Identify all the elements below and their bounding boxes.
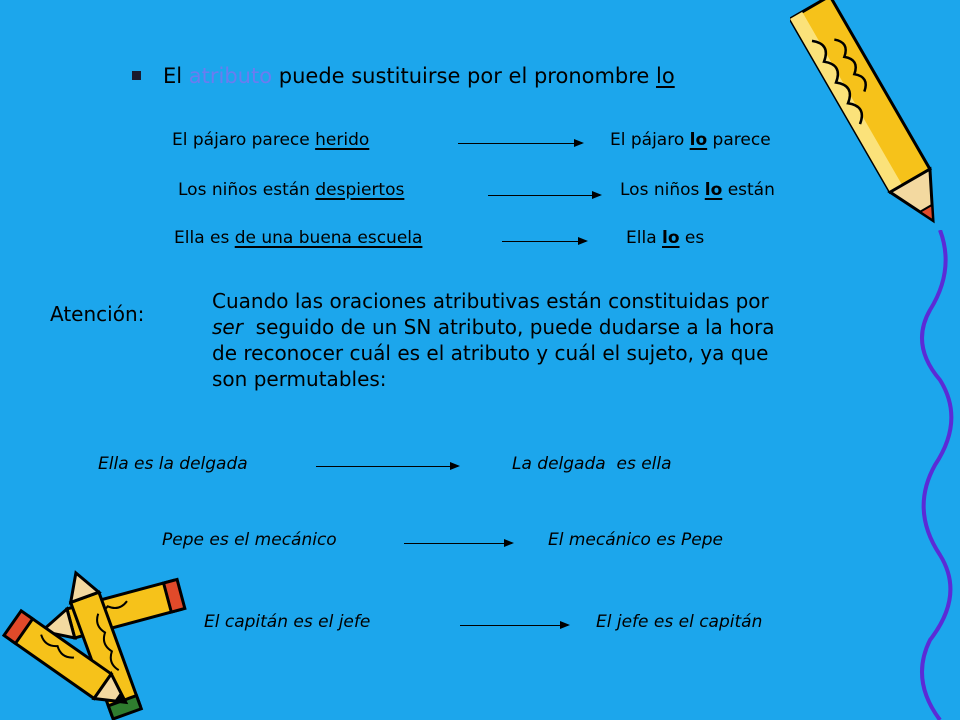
bullet-icon bbox=[132, 71, 141, 80]
permutation-right: La delgada es ella bbox=[512, 454, 672, 474]
arrow-icon bbox=[458, 143, 582, 144]
permutation-right: El jefe es el capitán bbox=[596, 612, 763, 632]
arrow-icon bbox=[502, 241, 586, 242]
squiggle-decoration bbox=[900, 230, 960, 720]
arrow-icon bbox=[316, 466, 458, 467]
attention-paragraph: Cuando las oraciones atributivas están constituidas por ser seguido de un SN atributo, puede dudarse a la hora de reconocer cuál es el atributo y cuál el sujeto, ya que son permutables: bbox=[212, 289, 775, 391]
slide-title: El atributo puede sustituirse por el pronombre lo bbox=[132, 64, 675, 88]
arrow-icon bbox=[404, 543, 512, 544]
arrow-icon bbox=[488, 195, 600, 196]
example-left: Ella es de una buena escuela bbox=[174, 228, 423, 248]
example-right: El pájaro lo parece bbox=[610, 130, 771, 150]
example-left: Los niños están despiertos bbox=[178, 180, 405, 200]
title-accent: atributo bbox=[188, 64, 273, 88]
pencil-icon bbox=[0, 600, 150, 720]
title-pronoun: lo bbox=[656, 64, 675, 88]
example-right: Los niños lo están bbox=[620, 180, 775, 200]
permutation-left: Ella es la delgada bbox=[98, 454, 248, 474]
arrow-icon bbox=[460, 625, 568, 626]
permutation-left: El capitán es el jefe bbox=[204, 612, 371, 632]
permutation-left: Pepe es el mecánico bbox=[162, 530, 337, 550]
example-right: Ella lo es bbox=[626, 228, 705, 248]
permutation-right: El mecánico es Pepe bbox=[548, 530, 723, 550]
attention-label: Atención: bbox=[50, 302, 145, 326]
pencil-icon bbox=[790, 0, 960, 260]
example-left: El pájaro parece herido bbox=[172, 130, 370, 150]
